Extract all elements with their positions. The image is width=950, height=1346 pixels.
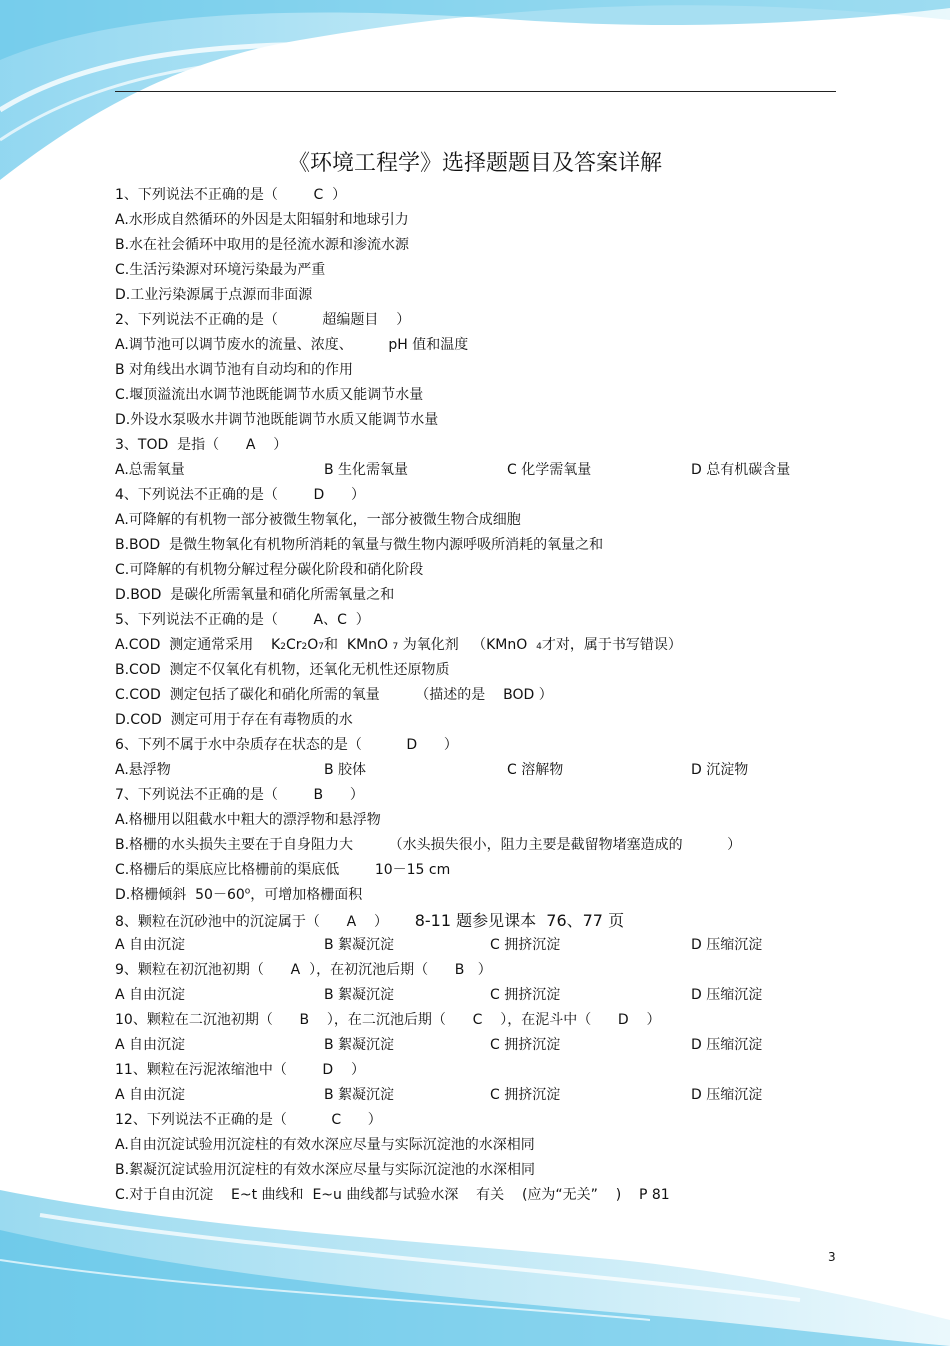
q9-option-b: B 絮凝沉淀	[324, 987, 395, 1003]
q2-option-a: A.调节池可以调节废水的流量、浓度、 pH 值和温度	[115, 337, 469, 353]
textbook-reference-note: 8-11 题参见课本 76、77 页	[414, 911, 625, 930]
document-body	[115, 183, 835, 1208]
q5-option-d: D.COD 测定可用于存在有毒物质的水	[115, 712, 353, 728]
q3-options	[115, 458, 835, 483]
q11-option-b: B 絮凝沉淀	[324, 1087, 395, 1103]
q2-stem: 2、下列说法不正确的是（ 超编题目 ）	[115, 312, 411, 328]
q8-option-b: B 絮凝沉淀	[324, 937, 395, 953]
q10-options	[115, 1033, 835, 1058]
q1-option-c: C.生活污染源对环境污染最为严重	[115, 262, 326, 278]
q6-option-c: C 溶解物	[507, 762, 564, 778]
q5-option-b: B.COD 测定不仅氧化有机物，还氧化无机性还原物质	[115, 662, 450, 678]
q5-option-a: A.COD 测定通常采用 K2Cr2O7和 KMnO 7 为氧化剂 （KMnO 4才对，属于书写错误）	[115, 637, 682, 653]
q1-option-a: A.水形成自然循环的外因是太阳辐射和地球引力	[115, 212, 409, 228]
q9-options	[115, 983, 835, 1008]
q6-option-d: D 沉淀物	[691, 762, 749, 778]
q10-option-b: B 絮凝沉淀	[324, 1037, 395, 1053]
header-rule	[115, 91, 836, 92]
q7-option-c: C.格栅后的渠底应比格栅前的渠底低 10－15 cm	[115, 862, 451, 878]
q8-option-a: A 自由沉淀	[115, 937, 186, 953]
q1-option-b: B.水在社会循环中取用的是径流水源和渗流水源	[115, 237, 410, 253]
q3-stem: 3、TOD 是指（ A ）	[115, 437, 288, 453]
q11-option-a: A 自由沉淀	[115, 1087, 186, 1103]
q11-options	[115, 1083, 835, 1108]
q6-stem: 6、下列不属于水中杂质存在状态的是（ D ）	[115, 737, 458, 753]
q9-option-d: D 压缩沉淀	[691, 987, 763, 1003]
q12-stem: 12、下列说法不正确的是（ C ）	[115, 1112, 382, 1128]
q10-option-d: D 压缩沉淀	[691, 1037, 763, 1053]
q12-option-b: B.絮凝沉淀试验用沉淀柱的有效水深应尽量与实际沉淀池的水深相同	[115, 1162, 536, 1178]
q9-option-c: C 拥挤沉淀	[490, 987, 561, 1003]
q4-option-d: D.BOD 是碳化所需氧量和硝化所需氧量之和	[115, 587, 395, 603]
q8-option-d: D 压缩沉淀	[691, 937, 763, 953]
page-number: 3	[828, 1250, 836, 1264]
q4-option-a: A.可降解的有机物一部分被微生物氧化，一部分被微生物合成细胞	[115, 512, 521, 528]
q4-option-b: B.BOD 是微生物氧化有机物所消耗的氧量与微生物内源呼吸所消耗的氧量之和	[115, 537, 604, 553]
q3-option-d: D 总有机碳含量	[691, 462, 791, 478]
q3-option-c: C 化学需氧量	[507, 462, 592, 478]
q9-stem: 9、颗粒在初沉池初期（ A ），在初沉池后期（ B ）	[115, 962, 492, 978]
q2-option-c: C.堰顶溢流出水调节池既能调节水质又能调节水量	[115, 387, 424, 403]
q3-option-a: A.总需氧量	[115, 462, 185, 478]
q6-option-b: B 胶体	[324, 762, 367, 778]
q1-stem: 1、下列说法不正确的是（ C ）	[115, 187, 347, 203]
q5-stem: 5、下列说法不正确的是（ A、C ）	[115, 612, 370, 628]
q7-option-b: B.格栅的水头损失主要在于自身阻力大 （水头损失很小，阻力主要是截留物堵塞造成的 ）	[115, 837, 742, 853]
q6-option-a: A.悬浮物	[115, 762, 171, 778]
q11-stem: 11、颗粒在污泥浓缩池中（ D ）	[115, 1062, 365, 1078]
q5-option-c: C.COD 测定包括了碳化和硝化所需的氧量 （描述的是 BOD ）	[115, 687, 553, 703]
q7-stem: 7、下列说法不正确的是（ B ）	[115, 787, 364, 803]
q10-option-c: C 拥挤沉淀	[490, 1037, 561, 1053]
q10-option-a: A 自由沉淀	[115, 1037, 186, 1053]
q11-option-c: C 拥挤沉淀	[490, 1087, 561, 1103]
q8-option-c: C 拥挤沉淀	[490, 937, 561, 953]
q6-options	[115, 758, 835, 783]
q12-option-c: C.对于自由沉淀 E~t 曲线和 E~u 曲线都与试验水深 有关 (应为“无关” ) P 81	[115, 1187, 670, 1203]
q10-stem: 10、颗粒在二沉池初期（ B ），在二沉池后期（ C ），在泥斗中（ D ）	[115, 1012, 661, 1028]
q8-stem: 8、颗粒在沉砂池中的沉淀属于（ A ） 8-11 题参见课本 76、77 页	[115, 911, 625, 930]
q2-option-d: D.外设水泵吸水井调节池既能调节水质又能调节水量	[115, 412, 439, 428]
q7-option-d: D.格栅倾斜 $50-60^o$，可增加格栅面积	[115, 886, 363, 903]
q4-option-c: C.可降解的有机物分解过程分碳化阶段和硝化阶段	[115, 562, 424, 578]
q4-stem: 4、下列说法不正确的是（ D ）	[115, 487, 365, 503]
q9-option-a: A 自由沉淀	[115, 987, 186, 1003]
q1-option-d: D.工业污染源属于点源而非面源	[115, 287, 313, 303]
q8-options	[115, 933, 835, 958]
document-title: 《环境工程学》选择题题目及答案详解	[287, 151, 662, 176]
q12-option-a: A.自由沉淀试验用沉淀柱的有效水深应尽量与实际沉淀池的水深相同	[115, 1137, 535, 1153]
q11-option-d: D 压缩沉淀	[691, 1087, 763, 1103]
q7-option-a: A.格栅用以阻截水中粗大的漂浮物和悬浮物	[115, 812, 381, 828]
q3-option-b: B 生化需氧量	[324, 462, 409, 478]
q2-option-b: B 对角线出水调节池有自动均和的作用	[115, 362, 354, 378]
